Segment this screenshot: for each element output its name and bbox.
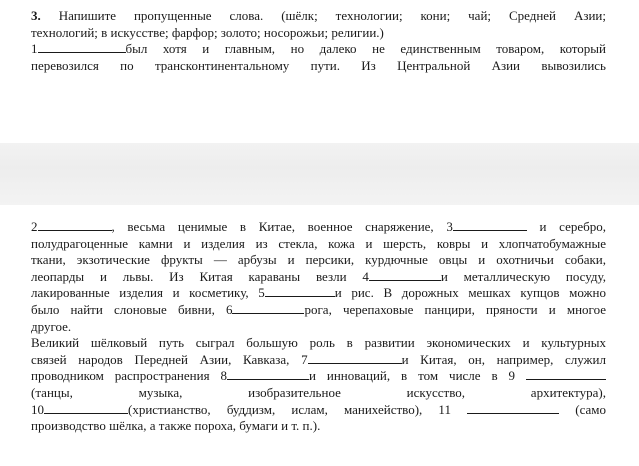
p3-text5c: (само	[575, 401, 606, 417]
p2-line5	[31, 285, 606, 302]
p2-line2: полудрагоценные камни и изделия из стекла, кожа и шерсть, ковры и хлопчатобумажные	[31, 235, 606, 251]
p3-text5b: (христианство, буддизм, ислам, манихейство), 11	[128, 401, 451, 417]
p2-text6b: рога, черепаховые панцири, пряности и многое	[304, 301, 606, 317]
p2-text5b: и рис. В дорожных мешках купцов можно	[334, 285, 606, 301]
p3-text2a: связей народов Передней Азии, Кавказа, 7	[31, 351, 308, 367]
p2-text5a: лакированные изделия и косметику, 5	[31, 285, 265, 301]
p2-text4a: леопарды и львы. Из Китая караваны везли 4	[31, 268, 369, 284]
p3-line5	[31, 402, 606, 419]
p2-line3: ткани, экзотические фрукты — арбузы и персики, курдючные овцы и охотничьи собаки,	[31, 252, 606, 268]
p3-line1: Великий шёлковый путь сыграл большую роль в развитии экономических и культурных	[31, 335, 606, 351]
blank-number-10: 10	[31, 401, 44, 417]
blank-number-2: 2	[31, 219, 38, 234]
blank-7[interactable]	[308, 352, 402, 364]
p1-line1	[31, 41, 606, 58]
p3-line3	[31, 368, 606, 385]
blank-3[interactable]	[453, 219, 527, 231]
p2-text1b: и серебро,	[539, 219, 606, 234]
blank-2[interactable]	[38, 219, 112, 231]
blank-number-1: 1	[31, 41, 38, 57]
p2-line7: другое.	[31, 318, 72, 334]
task-instruction: Напишите пропущенные слова. (шёлк; технологии; кони; чай; Средней Азии;	[58, 8, 606, 23]
blank-5[interactable]	[265, 285, 335, 297]
task-number: 3.	[31, 8, 41, 23]
p3-text3a: проводником распространения 8	[31, 368, 227, 384]
p1-text1: был хотя и главным, но далеко не единственным товаром, который	[125, 41, 606, 57]
p3-text2b: и Китая, он, например, служил	[401, 351, 606, 367]
p3-text3b: и инноваций, в том числе в 9	[308, 368, 516, 384]
task-bottom-block	[31, 219, 606, 435]
task-top-block	[31, 8, 606, 74]
blank-11[interactable]	[467, 402, 559, 414]
blank-9[interactable]	[526, 368, 606, 380]
blank-6[interactable]	[232, 302, 304, 314]
p1-line2: перевозился по трансконтинентальному пути. Из Центральной Азии вывозились	[31, 57, 606, 73]
p2-text4b: и металлическую посуду,	[440, 268, 606, 284]
p2-text1a: , весьма ценимые в Китае, военное снаряжение, 3	[111, 219, 453, 234]
p3-line6: производство шёлка, а также пороха, бумаги и т. п.).	[31, 418, 321, 434]
p3-line4: (танцы, музыка, изобразительное искусство, архитектура),	[31, 384, 606, 400]
blank-10[interactable]	[44, 402, 128, 414]
page-break	[0, 143, 639, 205]
p3-line2	[31, 352, 606, 369]
blank-8[interactable]	[227, 368, 309, 380]
word-bank-line: технологий; в искусстве; фарфор; золото; носорожьи; религии.)	[31, 24, 384, 40]
p2-text6a: было найти слоновые бивни, 6	[31, 301, 233, 317]
blank-1[interactable]	[38, 41, 126, 53]
p2-line6	[31, 302, 606, 319]
p2-line4	[31, 269, 606, 286]
task-instruction-line	[31, 8, 606, 25]
p2-line1	[31, 219, 606, 236]
blank-4[interactable]	[369, 269, 441, 281]
